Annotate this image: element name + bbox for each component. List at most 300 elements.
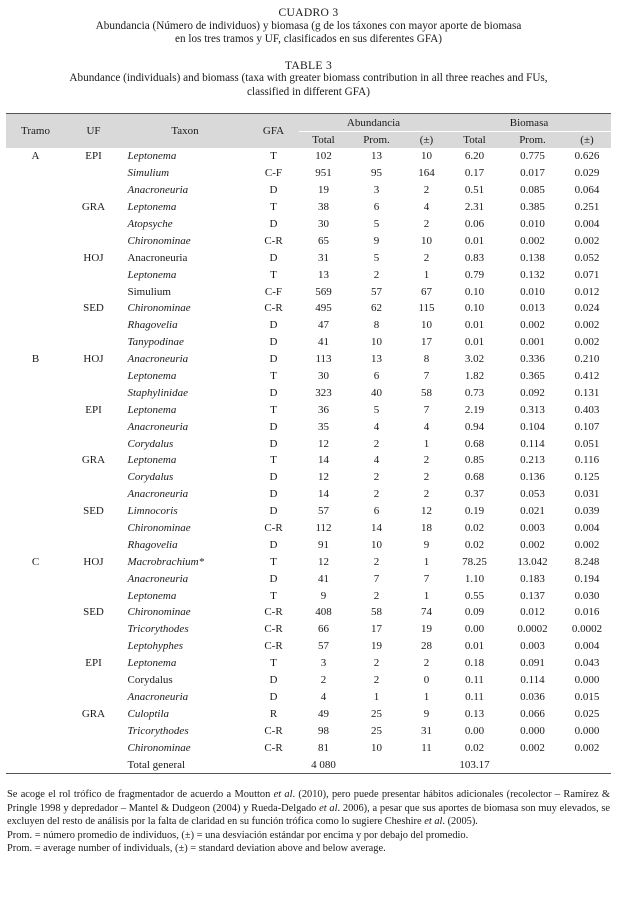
biomasa-total-cell: 0.01 <box>464 336 485 349</box>
abundancia-sd-cell: 1 <box>423 437 430 450</box>
table-body <box>6 148 610 773</box>
uf-cell <box>64 672 122 689</box>
biomasa-sd-cell: 0.251 <box>574 201 600 214</box>
biomasa-total-cell: 3.02 <box>464 353 485 366</box>
biomasa-sd-cell: 0.024 <box>574 302 600 315</box>
caption-spanish-line-2: en los tres tramos y UF, clasificados en sus diferentes GFA) <box>174 33 443 45</box>
biomasa-sd-cell: 0.004 <box>574 640 600 653</box>
abundancia-sd-cell: 1 <box>423 555 430 568</box>
biomasa-prom-cell: 0.104 <box>520 420 545 433</box>
taxon-cell: Corydalus <box>127 437 174 450</box>
biomasa-total-cell: 0.02 <box>464 522 485 535</box>
abundancia-sd-cell: 4 <box>423 201 430 214</box>
gfa-cell: D <box>269 184 278 197</box>
biomasa-sd-cell: 0.029 <box>574 167 600 180</box>
gfa-cell: D <box>269 488 278 501</box>
biomasa-total-cell: 0.37 <box>464 488 485 501</box>
gfa-cell: T <box>270 555 277 568</box>
uf-cell <box>64 689 122 706</box>
biomasa-total-cell: 0.79 <box>464 268 485 281</box>
header-biomasa-total: Total <box>447 132 501 149</box>
biomasa-total-cell: 0.01 <box>464 640 485 653</box>
biomasa-total-cell: 0.10 <box>464 285 485 298</box>
biomasa-total-cell: 0.94 <box>464 420 485 433</box>
abundancia-total-cell: 30 <box>317 218 329 230</box>
total-biomasa: 103.17 <box>447 756 501 773</box>
biomasa-total-cell: 78.25 <box>462 555 487 568</box>
abundancia-total-cell: 81 <box>317 741 329 754</box>
taxon-cell: Leptonema <box>127 150 177 163</box>
abundancia-sd-cell: 2 <box>423 657 430 670</box>
abundancia-prom-cell: 2 <box>373 471 380 484</box>
table-row <box>6 604 610 621</box>
abundancia-sd-cell: 11 <box>421 741 432 754</box>
uf-cell <box>64 486 122 503</box>
biomasa-prom-cell: 0.003 <box>520 522 545 535</box>
biomasa-total-cell: 0.17 <box>464 167 485 180</box>
biomasa-total-cell: 0.68 <box>464 471 485 484</box>
biomasa-prom-cell: 0.002 <box>520 319 545 332</box>
uf-cell <box>64 165 122 182</box>
tramo-cell <box>6 266 64 283</box>
tramo-cell <box>6 621 64 638</box>
gfa-cell: D <box>269 420 278 433</box>
abundancia-total-cell: 13 <box>317 268 329 281</box>
abundancia-prom-cell: 95 <box>370 167 382 180</box>
tramo-cell <box>6 722 64 739</box>
abundancia-prom-cell: 6 <box>373 370 380 383</box>
biomasa-total-cell: 0.73 <box>464 386 485 399</box>
tramo-cell <box>6 503 64 520</box>
footnote-text: . 2006), a pesar que sus aportes de biomasa son muy elevados, se excluyen del resto de análisis por la falta de claridad en su función trófica como lo sugiere Cheshire <box>7 802 610 828</box>
abundancia-sd-cell: 31 <box>420 724 432 737</box>
biomasa-sd-cell: 0.043 <box>574 657 600 670</box>
biomasa-total-cell: 0.85 <box>464 454 485 467</box>
biomasa-sd-cell: 0.194 <box>574 572 600 585</box>
gfa-cell: D <box>269 674 278 687</box>
biomasa-total-cell: 0.18 <box>464 657 485 670</box>
uf-cell <box>64 266 122 283</box>
taxon-cell: Anacroneuria <box>127 251 188 264</box>
biomasa-sd-cell: 0.626 <box>574 150 600 163</box>
abundancia-total-cell: 408 <box>315 606 332 619</box>
footnote-text: et al <box>319 802 338 814</box>
abundancia-sd-cell: 10 <box>420 319 432 332</box>
tramo-cell: C <box>31 555 40 568</box>
abundancia-prom-cell: 57 <box>370 285 382 298</box>
tramo-cell <box>6 216 64 233</box>
table-row <box>6 334 610 351</box>
taxon-cell: Leptonema <box>127 403 177 416</box>
gfa-cell: C-R <box>264 522 283 535</box>
biomasa-prom-cell: 0.017 <box>520 167 545 180</box>
table-total-row <box>6 756 610 773</box>
table-row <box>6 249 610 266</box>
tramo-cell <box>6 368 64 385</box>
biomasa-prom-cell: 0.132 <box>520 268 545 281</box>
gfa-cell: D <box>269 353 278 366</box>
biomasa-total-cell: 2.31 <box>464 201 485 214</box>
table-row <box>6 705 610 722</box>
abundancia-total-cell: 113 <box>315 353 332 366</box>
biomasa-prom-cell: 0.001 <box>520 336 545 349</box>
biomasa-prom-cell: 0.010 <box>520 218 545 230</box>
abundancia-sd-cell: 1 <box>423 268 430 281</box>
uf-cell <box>64 621 122 638</box>
footnote-text: Se acoge el rol trófico de fragmentador de acuerdo a Moutton <box>7 788 274 800</box>
biomasa-prom-cell: 0.183 <box>520 572 545 585</box>
abundancia-prom-cell: 13 <box>370 150 382 163</box>
abundancia-prom-cell: 17 <box>370 623 382 636</box>
tramo-cell <box>6 469 64 486</box>
gfa-cell: C-R <box>264 234 283 247</box>
biomasa-prom-cell: 0.012 <box>520 606 545 619</box>
abundancia-prom-cell: 8 <box>373 319 380 332</box>
tramo-cell <box>6 672 64 689</box>
biomasa-sd-cell: 0.031 <box>574 488 600 501</box>
table-row <box>6 317 610 334</box>
taxon-cell: Chironominae <box>127 234 191 247</box>
abundancia-sd-cell: 4 <box>423 420 430 433</box>
biomasa-prom-cell: 0.385 <box>520 201 545 214</box>
biomasa-prom-cell: 0.002 <box>520 741 545 754</box>
abundancia-prom-cell: 10 <box>370 538 382 551</box>
abundancia-total-cell: 951 <box>315 167 332 180</box>
tramo-cell <box>6 536 64 553</box>
uf-cell <box>64 384 122 401</box>
abundancia-total-cell: 65 <box>317 234 329 247</box>
tramo-cell <box>6 486 64 503</box>
abundancia-prom-cell: 19 <box>370 640 382 653</box>
footnote-text: et al <box>424 816 443 828</box>
gfa-cell: C-R <box>264 606 283 619</box>
total-label: Total general <box>122 756 247 773</box>
abundancia-prom-cell: 13 <box>370 353 382 366</box>
abundancia-prom-cell: 3 <box>373 184 380 197</box>
biomasa-sd-cell: 0.002 <box>574 538 600 551</box>
abundancia-total-cell: 57 <box>317 505 329 518</box>
taxon-cell: Rhagovelia <box>127 538 178 551</box>
biomasa-sd-cell: 0.403 <box>574 403 600 416</box>
footnote-prom-spanish: Prom. = número promedio de individuos, (±) = una desviación estándar por encima y por debajo del promedio. <box>7 829 469 841</box>
biomasa-sd-cell: 0.412 <box>574 370 600 383</box>
abundancia-prom-cell: 6 <box>373 505 380 518</box>
taxon-cell: Staphylinidae <box>127 386 188 399</box>
biomasa-prom-cell: 0.336 <box>520 353 545 366</box>
biomasa-sd-cell: 0.004 <box>574 218 600 230</box>
table-row <box>6 300 610 317</box>
uf-cell <box>64 182 122 199</box>
biomasa-total-cell: 0.13 <box>464 707 485 720</box>
biomasa-total-cell: 0.68 <box>464 437 485 450</box>
tramo-cell <box>6 705 64 722</box>
tramo-cell <box>6 401 64 418</box>
abundancia-total-cell: 14 <box>317 488 329 501</box>
abundancia-prom-cell: 10 <box>370 741 382 754</box>
abundancia-sd-cell: 2 <box>423 251 430 264</box>
biomasa-total-cell: 0.09 <box>464 606 485 619</box>
abundancia-total-cell: 323 <box>315 386 332 399</box>
biomasa-total-cell: 1.10 <box>464 572 485 585</box>
biomasa-sd-cell: 0.0002 <box>571 623 603 636</box>
taxon-cell: Leptohyphes <box>127 640 184 653</box>
biomasa-total-cell: 0.00 <box>464 623 485 636</box>
abundancia-total-cell: 102 <box>315 150 332 163</box>
biomasa-sd-cell: 0.012 <box>574 285 600 298</box>
abundancia-total-cell: 57 <box>317 640 329 653</box>
abundancia-prom-cell: 7 <box>373 572 380 585</box>
abundancia-sd-cell: 115 <box>418 302 435 315</box>
uf-cell: HOJ <box>83 353 104 366</box>
uf-cell: GRA <box>81 201 106 214</box>
gfa-cell: T <box>270 201 277 214</box>
biomasa-sd-cell: 0.125 <box>574 471 600 484</box>
uf-cell <box>64 334 122 351</box>
taxon-cell: Leptonema <box>127 370 177 383</box>
taxon-cell: Chironominae <box>127 606 191 619</box>
uf-cell <box>64 469 122 486</box>
abundancia-prom-cell: 5 <box>373 218 380 230</box>
abundancia-prom-cell: 2 <box>373 555 380 568</box>
biomasa-total-cell: 0.02 <box>464 538 485 551</box>
biomasa-sd-cell: 0.030 <box>574 589 600 602</box>
biomasa-sd-cell: 0.051 <box>574 437 600 450</box>
table-row <box>6 435 610 452</box>
table-row <box>6 283 610 300</box>
biomasa-total-cell: 0.06 <box>464 218 485 230</box>
gfa-cell: C-F <box>264 285 283 298</box>
abundancia-sd-cell: 2 <box>423 218 430 230</box>
biomasa-prom-cell: 0.021 <box>520 505 545 518</box>
biomasa-sd-cell: 0.116 <box>574 454 600 467</box>
abundancia-total-cell: 14 <box>317 454 329 467</box>
gfa-cell: T <box>270 589 277 602</box>
abundancia-total-cell: 12 <box>317 437 329 450</box>
abundancia-total-cell: 98 <box>317 724 329 737</box>
abundancia-prom-cell: 2 <box>373 268 380 281</box>
abundancia-total-cell: 36 <box>317 403 329 416</box>
uf-cell <box>64 520 122 537</box>
tramo-cell <box>6 689 64 706</box>
taxon-cell: Leptonema <box>127 589 177 602</box>
abundancia-sd-cell: 19 <box>420 623 432 636</box>
biomasa-sd-cell: 0.002 <box>574 741 600 754</box>
gfa-cell: C-R <box>264 741 283 754</box>
biomasa-prom-cell: 0.092 <box>520 386 545 399</box>
abundancia-prom-cell: 2 <box>373 657 380 670</box>
taxon-cell: Leptonema <box>127 201 177 214</box>
table-row <box>6 182 610 199</box>
taxon-cell: Simulium <box>127 167 170 180</box>
abundancia-total-cell: 4 <box>320 690 327 703</box>
tramo-cell <box>6 317 64 334</box>
abundancia-sd-cell: 9 <box>423 707 430 720</box>
biomasa-prom-cell: 0.085 <box>520 184 545 197</box>
biomasa-total-cell: 0.00 <box>464 724 485 737</box>
uf-cell <box>64 418 122 435</box>
biomasa-sd-cell: 0.025 <box>574 707 600 720</box>
biomasa-prom-cell: 0.066 <box>520 707 545 720</box>
gfa-cell: T <box>270 657 277 670</box>
table-row <box>6 722 610 739</box>
biomasa-prom-cell: 0.053 <box>520 488 545 501</box>
biomasa-prom-cell: 0.036 <box>520 690 545 703</box>
footnote-text: . (2010), pero puede presentar hábitos adicionales (recolector – Ramírez & Pringle 1998 y depredador – Mantel & Dudgeon (2004) y Rueda-Delgado <box>7 788 610 814</box>
tramo-cell <box>6 199 64 216</box>
abundancia-total-cell: 12 <box>317 471 329 484</box>
uf-cell <box>64 216 122 233</box>
biomasa-prom-cell: 0.003 <box>520 640 545 653</box>
tramo-cell <box>6 300 64 317</box>
abundancia-sd-cell: 1 <box>423 589 430 602</box>
table-row <box>6 587 610 604</box>
header-abundancia-prom: Prom. <box>347 132 405 149</box>
biomasa-sd-cell: 0.016 <box>574 606 600 619</box>
table-row <box>6 621 610 638</box>
abundancia-sd-cell: 17 <box>420 336 432 349</box>
biomasa-total-cell: 0.01 <box>464 319 485 332</box>
abundancia-total-cell: 19 <box>317 184 329 197</box>
table-row <box>6 570 610 587</box>
gfa-cell: D <box>269 690 278 703</box>
abundancia-sd-cell: 18 <box>420 522 432 535</box>
taxon-cell: Anacroneuria <box>127 184 189 197</box>
total-biomasa-sd-cell <box>563 756 610 773</box>
total-abundancia-prom-cell <box>347 756 405 773</box>
gfa-cell: D <box>269 538 278 551</box>
table-row <box>6 199 610 216</box>
biomasa-sd-cell: 0.000 <box>574 724 600 737</box>
table-row <box>6 266 610 283</box>
abundancia-sd-cell: 164 <box>418 167 435 180</box>
gfa-cell: C-R <box>264 302 283 315</box>
abundancia-total-cell: 35 <box>317 420 329 433</box>
abundancia-total-cell: 3 <box>320 657 327 670</box>
abundancia-sd-cell: 7 <box>423 403 430 416</box>
biomasa-sd-cell: 0.039 <box>574 505 600 518</box>
table-row <box>6 689 610 706</box>
biomasa-sd-cell: 0.107 <box>574 420 600 433</box>
taxon-cell: Tricorythodes <box>127 623 189 636</box>
uf-cell: EPI <box>85 150 102 163</box>
biomasa-prom-cell: 0.114 <box>520 437 545 450</box>
biomasa-prom-cell: 0.313 <box>520 403 545 416</box>
total-uf-cell <box>64 756 122 773</box>
uf-cell <box>64 317 122 334</box>
tramo-cell <box>6 232 64 249</box>
tramo-cell <box>6 452 64 469</box>
caption-spanish-title: CUADRO 3 <box>278 6 339 19</box>
table-row <box>6 232 610 249</box>
header-biomasa-sd: (±) <box>563 132 610 149</box>
table-row <box>6 351 610 368</box>
uf-cell <box>64 368 122 385</box>
biomasa-sd-cell: 0.131 <box>574 386 600 399</box>
abundancia-sd-cell: 1 <box>423 690 430 703</box>
biomasa-sd-cell: 0.052 <box>574 251 600 264</box>
total-abundancia-sd-cell <box>405 756 447 773</box>
uf-cell <box>64 232 122 249</box>
table-row <box>6 739 610 756</box>
biomasa-total-cell: 6.20 <box>464 150 485 163</box>
uf-cell <box>64 536 122 553</box>
abundancia-sd-cell: 7 <box>423 572 430 585</box>
biomasa-total-cell: 0.02 <box>464 741 485 754</box>
abundancia-prom-cell: 5 <box>373 403 380 416</box>
biomasa-prom-cell: 0.091 <box>520 657 545 670</box>
header-biomasa-prom: Prom. <box>501 132 563 149</box>
caption-spanish <box>6 6 611 47</box>
header-uf: UF <box>64 114 122 149</box>
table-row <box>6 672 610 689</box>
table-row <box>6 553 610 570</box>
taxon-cell: Simulium <box>127 285 171 298</box>
caption-spanish-line-1: Abundancia (Número de individuos) y biomasa (g de los táxones con mayor aporte de biomasa <box>95 19 522 32</box>
abundancia-total-cell: 112 <box>315 522 332 535</box>
caption-english-title: TABLE 3 <box>284 58 333 72</box>
footnotes <box>6 788 611 856</box>
abundancia-prom-cell: 40 <box>370 386 382 399</box>
biomasa-sd-cell: 0.015 <box>574 690 600 703</box>
tramo-cell <box>6 182 64 199</box>
biomasa-prom-cell: 0.114 <box>520 674 545 687</box>
abundancia-prom-cell: 2 <box>373 488 380 501</box>
total-gfa-cell <box>247 756 299 773</box>
biomasa-prom-cell: 0.213 <box>520 454 545 467</box>
gfa-cell: D <box>269 505 278 518</box>
abundancia-total-cell: 91 <box>317 538 329 551</box>
taxon-cell: Leptonema <box>127 268 177 281</box>
data-table <box>6 113 610 774</box>
taxon-cell: Chironominae <box>127 522 191 535</box>
taxon-cell: Chironominae <box>127 741 191 754</box>
uf-cell <box>64 722 122 739</box>
biomasa-sd-cell: 0.002 <box>574 336 600 349</box>
tramo-cell <box>6 283 64 300</box>
uf-cell: GRA <box>81 707 106 720</box>
header-biomasa: Biomasa <box>447 114 610 132</box>
abundancia-sd-cell: 74 <box>420 606 432 619</box>
abundancia-sd-cell: 2 <box>423 454 430 467</box>
biomasa-prom-cell: 0.013 <box>520 302 545 315</box>
abundancia-total-cell: 2 <box>320 674 327 687</box>
biomasa-total-cell: 2.19 <box>464 403 485 416</box>
table-row <box>6 503 610 520</box>
biomasa-sd-cell: 8.248 <box>574 555 600 568</box>
gfa-cell: T <box>270 403 277 416</box>
gfa-cell: T <box>270 268 277 281</box>
biomasa-total-cell: 0.10 <box>464 302 485 315</box>
biomasa-prom-cell: 0.000 <box>520 724 545 737</box>
abundancia-prom-cell: 5 <box>373 251 380 264</box>
abundancia-sd-cell: 2 <box>423 471 430 484</box>
uf-cell: SED <box>83 302 104 315</box>
abundancia-prom-cell: 6 <box>373 201 380 214</box>
abundancia-prom-cell: 62 <box>370 302 382 315</box>
header-abundancia-sd: (±) <box>405 132 447 149</box>
taxon-cell: Corydalus <box>127 674 173 687</box>
gfa-cell: D <box>269 437 278 450</box>
abundancia-total-cell: 495 <box>315 302 332 315</box>
abundancia-prom-cell: 4 <box>373 454 380 467</box>
gfa-cell: T <box>270 370 277 383</box>
biomasa-total-cell: 1.82 <box>464 370 485 383</box>
tramo-cell <box>6 739 64 756</box>
tramo-cell <box>6 249 64 266</box>
abundancia-sd-cell: 10 <box>420 150 432 163</box>
caption-english <box>6 59 611 100</box>
table-row <box>6 148 610 165</box>
